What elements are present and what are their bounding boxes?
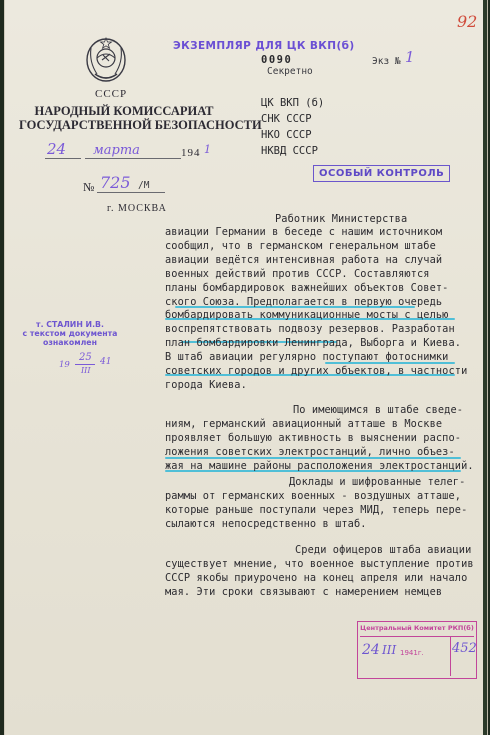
copy-number-label: Экз №: [372, 56, 401, 67]
archive-stamp-month: III: [382, 643, 397, 657]
special-control-stamp: ОСОБЫЙ КОНТРОЛЬ: [313, 165, 450, 182]
date-day: 24: [47, 140, 67, 158]
country-label: СССР: [95, 88, 128, 100]
document-page: [4, 0, 488, 735]
number-sign: №: [83, 180, 96, 194]
document-number: 0090: [261, 54, 293, 66]
body-line: военных действий против СССР. Составляются: [165, 268, 430, 280]
stalin-acknowledgement-stamp: [15, 320, 125, 347]
stalin-date-year: 41: [100, 357, 112, 367]
body-line: авиации ведётся интенсивная работа на случай: [165, 254, 443, 266]
recipient-nkvd: НКВД СССР: [261, 145, 318, 157]
archive-stamp-year: 1941г.: [400, 649, 424, 657]
body-line: В штаб авиации регулярно поступают фотоснимки: [165, 351, 449, 363]
body-line: сылаются непосредственно в штаб.: [165, 518, 367, 530]
body-line: проявляет большую активность в выяснении распо-: [165, 432, 462, 444]
body-line: СССР якобы приурочено на конец апреля или начало: [165, 572, 468, 584]
date-month-underline: [85, 158, 181, 159]
archive-stamp-divider-h: [360, 636, 474, 637]
body-line: ниям, германский авиационный атташе в Москве: [165, 418, 443, 430]
body-line: мая. Эти сроки связывают с намерением немцев: [165, 586, 443, 598]
body-line: Работник Министерства: [275, 213, 408, 225]
body-line: план бомбардировки Ленинграда, Выборга и Киева.: [165, 337, 462, 349]
copy-for-cc-stamp: ЭКЗЕМПЛЯР ДЛЯ ЦК ВКП(б): [173, 40, 355, 52]
stalin-date-month: III: [81, 366, 91, 375]
secrecy-label: Секретно: [267, 66, 313, 77]
date-year: 194: [181, 147, 201, 159]
ministry-name: [19, 104, 262, 132]
body-line: советских городов и других объектов, в частности: [165, 365, 468, 377]
ministry-line-2: ГОСУДАРСТВЕННОЙ БЕЗОПАСНОСТИ: [19, 118, 262, 132]
recipient-cc: ЦК ВКП (б): [261, 97, 325, 109]
outgoing-number: 725: [100, 173, 131, 192]
date-day-underline: [45, 158, 81, 159]
body-line: Среди офицеров штаба авиации: [295, 544, 472, 556]
body-line: По имеющимся в штабе сведе-: [293, 404, 464, 416]
stalin-date-prefix: 19: [59, 360, 70, 370]
ministry-line-1: НАРОДНЫЙ КОМИССАРИАТ: [34, 104, 214, 118]
body-line: существует мнение, что военное выступление против: [165, 558, 474, 570]
ussr-emblem-icon: [83, 36, 129, 86]
body-line: бомбардировать коммуникационные мосты с целью: [165, 309, 449, 321]
body-line: сообщил, что в германском генеральном штабе: [165, 240, 436, 252]
stalin-date-fraction-line: [75, 364, 95, 365]
archive-stamp-divider-v: [450, 636, 451, 676]
body-line: раммы от германских военных - воздушных атташе,: [165, 490, 462, 502]
city-label: г. МОСКВА: [107, 203, 167, 214]
body-line: ского Союза. Предполагается в первую очередь: [165, 296, 443, 308]
page-number: 92: [457, 12, 478, 31]
page-edge: [483, 0, 487, 735]
body-line: ложения советских электростанций, лично объез-: [165, 446, 455, 458]
archive-stamp-day: 24: [362, 642, 380, 658]
stalin-date-day: 25: [79, 352, 92, 363]
copy-number: 1: [405, 48, 415, 66]
body-line: воспрепятствовать подвозу резервов. Разработан: [165, 323, 455, 335]
central-committee-archive-stamp: [357, 621, 477, 679]
body-line: города Киева.: [165, 379, 247, 391]
archive-stamp-title: Центральный Комитет РКП(б): [360, 624, 474, 632]
body-line: Доклады и шифрованные телег-: [289, 476, 466, 488]
recipient-nko: НКО СССР: [261, 129, 312, 141]
stalin-note-line-2: с текстом документа: [22, 329, 118, 338]
date-year-suffix: 1: [204, 143, 211, 156]
body-line: авиации Германии в беседе с нашим источником: [165, 226, 443, 238]
number-underline: [97, 192, 165, 193]
stalin-note-line-3: ознакомлен: [43, 338, 97, 347]
body-line: которые раньше поступали через МИД, теперь пере-: [165, 504, 468, 516]
date-month: марта: [93, 143, 140, 158]
body-line: жая на машине районы расположения электростанций.: [165, 460, 474, 472]
number-suffix: /М: [138, 180, 150, 191]
body-line: планы бомбардировок важнейших объектов Совет-: [165, 282, 449, 294]
recipient-snk: СНК СССР: [261, 113, 312, 125]
stalin-name: т. СТАЛИН И.В.: [36, 320, 104, 329]
archive-stamp-number: 452: [452, 641, 477, 656]
